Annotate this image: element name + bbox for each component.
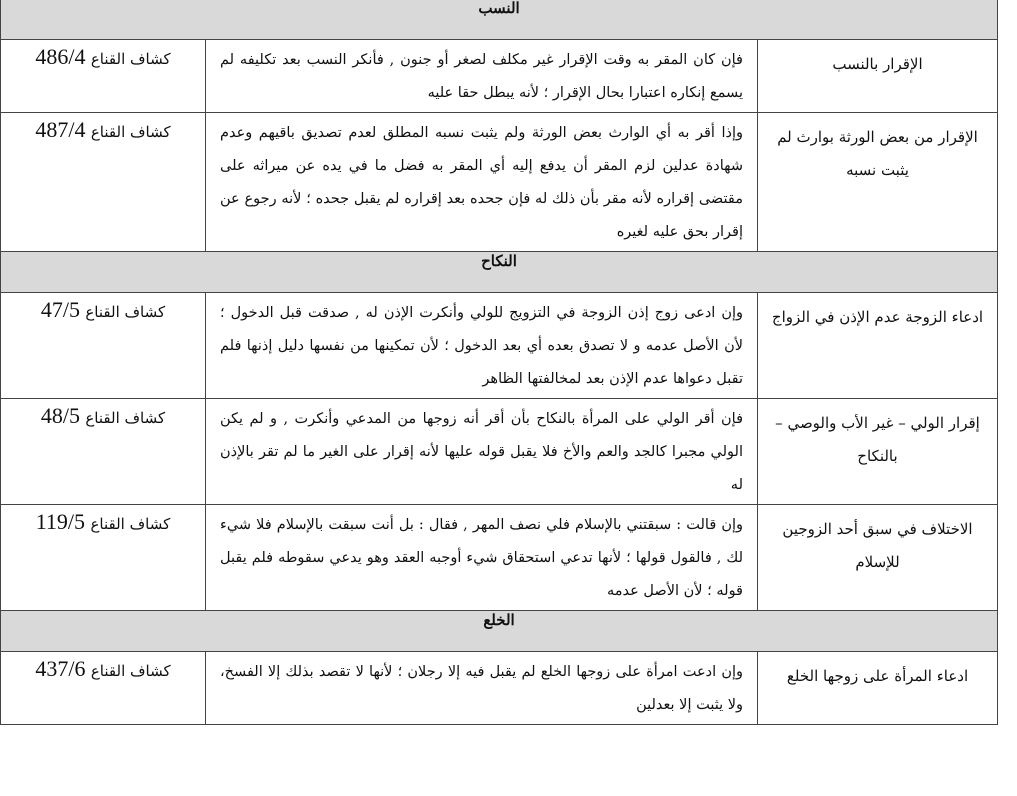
table-row <box>1 293 998 399</box>
section-header-row <box>1 252 998 293</box>
reference-source: كشاف القناع <box>85 303 166 321</box>
topic-cell: الإقرار بالنسب <box>758 40 998 113</box>
reference-source: كشاف القناع <box>85 409 166 427</box>
section-title: النكاح <box>1 252 998 293</box>
topic-cell: ادعاء المرأة على زوجها الخلع <box>758 652 998 725</box>
ruling-text-cell: وإن ادعت امرأة على زوجها الخلع لم يقبل فيه إلا رجلان ؛ لأنها لا تقصد بذلك إلا الفسخ، ولا يثبت إلا بعدلين <box>206 652 758 725</box>
reference-cell <box>1 399 206 505</box>
reference-number: 437/6 <box>35 656 86 681</box>
ruling-text-cell: فإن أقر الولي على المرأة بالنكاح بأن أقر أنه زوجها من المدعي وأنكرت , و لم يكن الولي مجبرا كالجد والعم والأخ فلا يقبل قوله عليها لأنه إقرار على الغير ما لم تقر بالإذن له <box>206 399 758 505</box>
ruling-text-cell: وإن قالت : سبقتني بالإسلام فلي نصف المهر , فقال : بل أنت سبقت بالإسلام فلا شيء لك , فالقول قولها ؛ لأنها تدعي استحقاق شيء أوجبه العقد وهو يدعي سقوطه فلم يقبل قوله ؛ لأن الأصل عدمه <box>206 505 758 611</box>
reference-number: 487/4 <box>35 117 86 142</box>
section-title: النسب <box>1 0 998 40</box>
reference-source: كشاف القناع <box>90 662 171 680</box>
reference-cell <box>1 293 206 399</box>
section-header-row <box>1 611 998 652</box>
ruling-text-cell: وإذا أقر به أي الوارث بعض الورثة ولم يثبت نسبه المطلق لعدم تصديق باقيهم وعدم شهادة عدلين لزم المقر أن يدفع إليه أي المقر به فضل ما في يده عن ميراثه على مقتضى إقراره لأنه مقر بأن ذلك له فإن جحده بعد إقراره لم يقبل جحده ؛ لأنه رجوع عن إقرار بحق عليه لغيره <box>206 113 758 252</box>
table-row <box>1 399 998 505</box>
reference-source: كشاف القناع <box>90 123 171 141</box>
topic-cell: إقرار الولي – غير الأب والوصي – بالنكاح <box>758 399 998 505</box>
topic-cell: ادعاء الزوجة عدم الإذن في الزواج <box>758 293 998 399</box>
reference-number: 48/5 <box>40 403 80 428</box>
reference-cell <box>1 652 206 725</box>
reference-cell <box>1 40 206 113</box>
table-row <box>1 652 998 725</box>
table-row <box>1 505 998 611</box>
reference-source: كشاف القناع <box>90 515 171 533</box>
ruling-text-cell: وإن ادعى زوج إذن الزوجة في التزويج للولي وأنكرت الإذن له , صدقت قبل الدخول ؛ لأن الأصل عدمه و لا تصدق بعده أي بعد الدخول ؛ لأن تمكينها من نفسها دليل إذنها فلم تقبل دعواها عدم الإذن بعد لمخالفتها الظاهر <box>206 293 758 399</box>
reference-number: 486/4 <box>35 44 86 69</box>
ruling-text-cell: فإن كان المقر به وقت الإقرار غير مكلف لصغر أو جنون , فأنكر النسب بعد تكليفه لم يسمع إنكاره اعتبارا بحال الإقرار ؛ لأنه يبطل حقا عليه <box>206 40 758 113</box>
topic-cell: الإقرار من بعض الورثة بوارث لم يثبت نسبه <box>758 113 998 252</box>
topic-cell: الاختلاف في سبق أحد الزوجين للإسلام <box>758 505 998 611</box>
reference-cell <box>1 113 206 252</box>
reference-number: 119/5 <box>35 509 86 534</box>
section-header-row <box>1 0 998 40</box>
table-row <box>1 113 998 252</box>
reference-cell <box>1 505 206 611</box>
section-title: الخلع <box>1 611 998 652</box>
table-row <box>1 40 998 113</box>
reference-number: 47/5 <box>40 297 80 322</box>
reference-source: كشاف القناع <box>90 50 171 68</box>
rulings-table-body <box>1 0 998 725</box>
